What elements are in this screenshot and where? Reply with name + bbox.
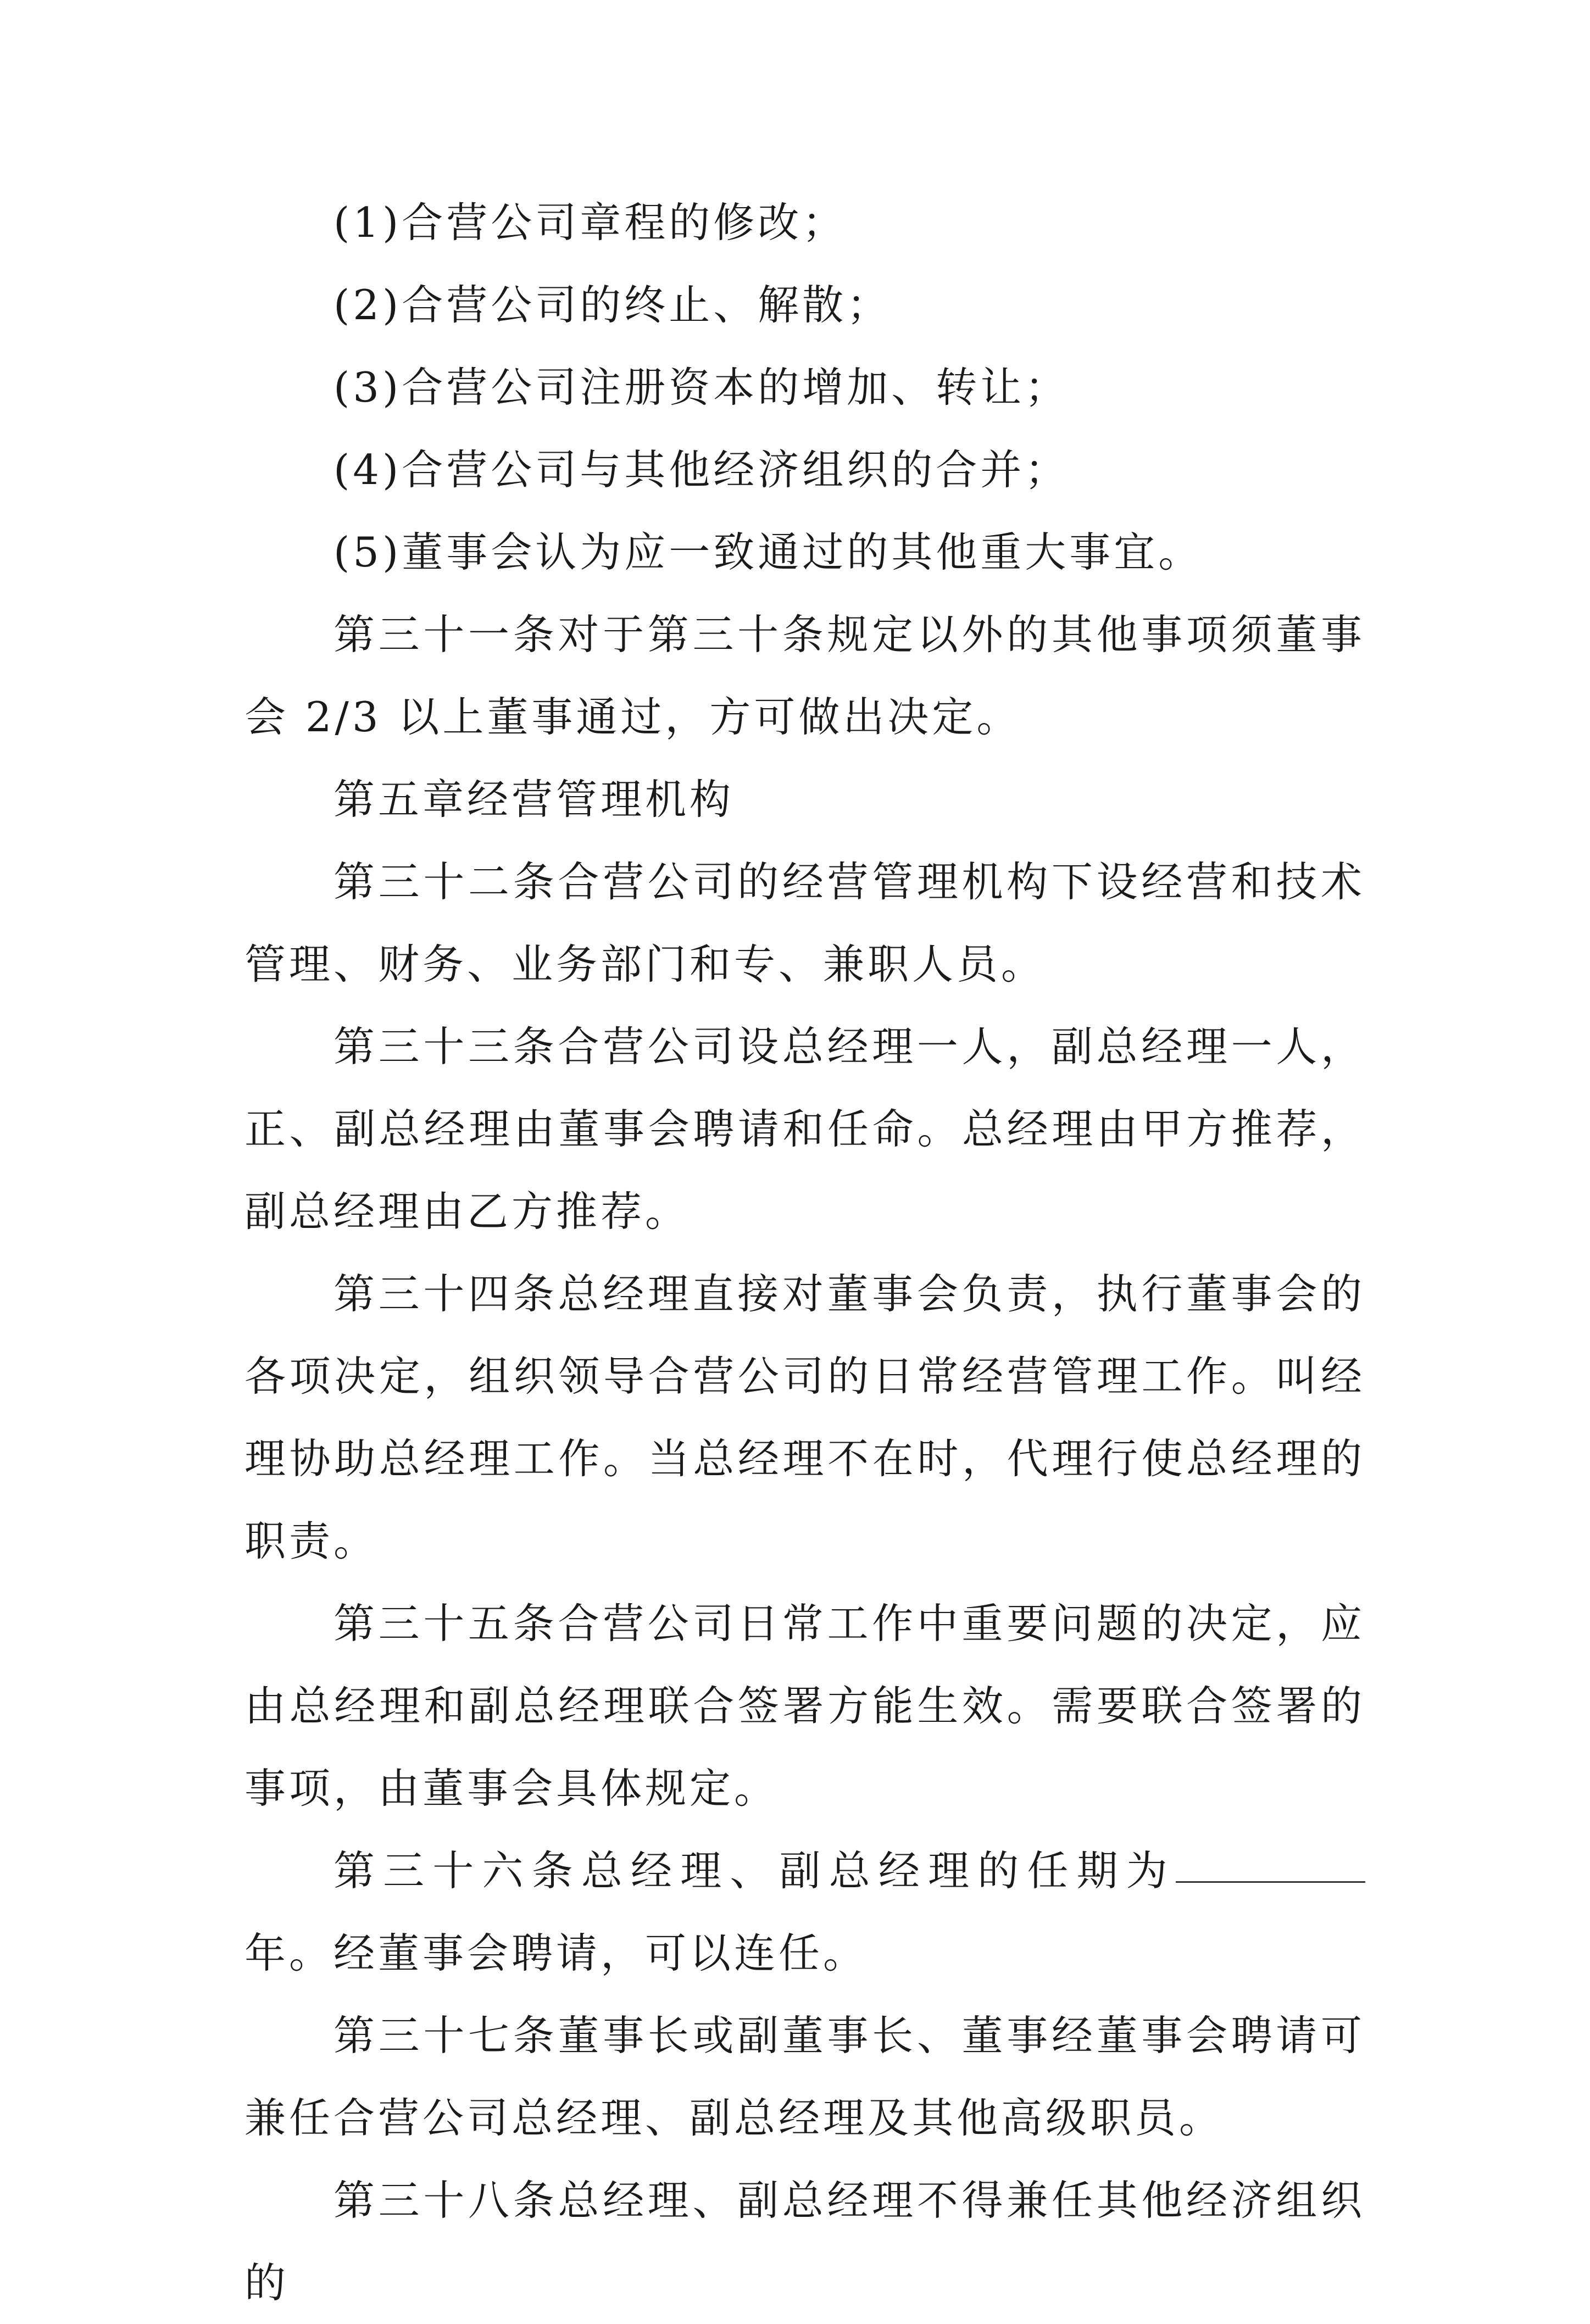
chapter-5-heading: 第五章经营管理机构 (333, 775, 735, 824)
list-item-2: (2)合营公司的终止、解散； (333, 281, 892, 329)
list-item-3: (3)合营公司注册资本的增加、转让； (333, 363, 1070, 412)
article-36 (244, 1830, 1365, 1994)
term-years-blank-field (1176, 1881, 1365, 1883)
article-36-text-after: 年。经董事会聘请，可以连任。 (244, 1929, 868, 1977)
article-38: 第三十八条总经理、副总经理不得兼任其他经济组织的 (244, 2176, 1365, 2307)
article-31: 第三十一条对于第三十条规定以外的其他事项须董事会 2/3 以上董事通过，方可做出决定。 (244, 610, 1365, 741)
article-36-text-before: 第三十六条总经理、副总经理的任期为 (333, 1847, 1176, 1895)
article-34: 第三十四条总经理直接对董事会负责，执行董事会的各项决定，组织领导合营公司的日常经营管理工作。叫经理协助总经理工作。当总经理不在时，代理行使总经理的职责。 (244, 1270, 1365, 1565)
list-item-4: (4)合营公司与其他经济组织的合并； (333, 446, 1070, 494)
document-body (244, 181, 1365, 2324)
list-item-1: (1)合营公司章程的修改； (333, 198, 847, 247)
article-35: 第三十五条合营公司日常工作中重要问题的决定，应由总经理和副总经理联合签署方能生效。需要联合签署的事项，由董事会具体规定。 (244, 1599, 1365, 1813)
article-37: 第三十七条董事长或副董事长、董事经董事会聘请可兼任合营公司总经理、副总经理及其他高级职员。 (244, 2011, 1365, 2142)
article-32: 第三十二条合营公司的经营管理机构下设经营和技术管理、财务、业务部门和专、兼职人员。 (244, 858, 1365, 988)
list-item-5: (5)董事会认为应一致通过的其他重大事宜。 (333, 528, 1203, 576)
article-33: 第三十三条合营公司设总经理一人，副总经理一人，正、副总经理由董事会聘请和任命。总经理由甲方推荐，副总经理由乙方推荐。 (244, 1022, 1365, 1236)
